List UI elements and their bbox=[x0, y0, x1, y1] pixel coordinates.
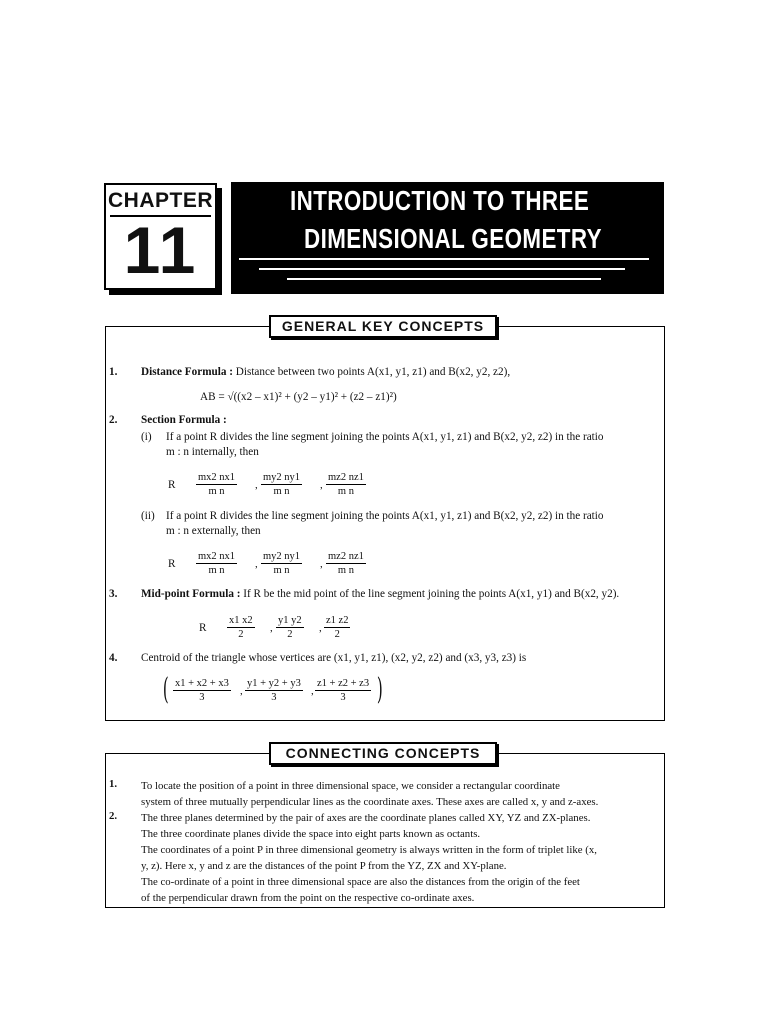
centroid-text: Centroid of the triangle whose vertices are (x1, y1, z1), (x2, y2, z2) and (x3, y3, z3) is bbox=[141, 652, 527, 664]
connecting-item-1 bbox=[141, 778, 661, 810]
internal-division-text-2: m : n internally, then bbox=[166, 446, 259, 458]
title-rule-1 bbox=[239, 258, 649, 260]
fraction: $\frac{mz2 nz1}{\text{m n}}$ bbox=[328, 472, 364, 497]
midpoint-formula-line bbox=[141, 588, 619, 600]
fraction: $\frac{z1 z2}{2}$ bbox=[326, 615, 349, 640]
comma: , bbox=[240, 685, 243, 697]
internal-division-text-1: If a point R divides the line segment joining the points A(x1, y1, z1) and B(x2, y2, z2) in the ratio bbox=[166, 431, 604, 443]
comma: , bbox=[270, 622, 273, 634]
distance-formula-line bbox=[141, 366, 510, 378]
distance-formula-text: Distance between two points A(x1, y1, z1) and B(x2, y2, z2), bbox=[235, 366, 511, 378]
right-paren: ) bbox=[376, 672, 383, 707]
formula-lhs: R bbox=[199, 622, 207, 634]
chapter-label: CHAPTER bbox=[107, 189, 213, 212]
external-division-text-2: m : n externally, then bbox=[166, 525, 261, 537]
comma: , bbox=[320, 479, 323, 491]
item-number: 2. bbox=[109, 414, 118, 426]
left-paren: ( bbox=[162, 672, 169, 707]
connecting-item-2 bbox=[141, 810, 661, 906]
fraction: $\frac{mx2 nx1}{\text{m n}}$ bbox=[198, 472, 236, 497]
fraction: $\frac{z1 + z2 + z3}{3}$ bbox=[317, 678, 370, 703]
item-number: 1. bbox=[109, 366, 118, 378]
subitem-marker: (ii) bbox=[141, 510, 155, 522]
comma: , bbox=[311, 685, 314, 697]
comma: , bbox=[319, 622, 322, 634]
paragraph-line: The three coordinate planes divide the space into eight parts known as octants. bbox=[141, 828, 481, 840]
paragraph-line: of the perpendicular drawn from the point on the respective co-ordinate axes. bbox=[141, 892, 475, 904]
comma: , bbox=[255, 479, 258, 491]
fraction: $\frac{x1 x2}{2}$ bbox=[229, 615, 253, 640]
connecting-concepts-heading: CONNECTING CONCEPTS bbox=[269, 742, 497, 765]
general-key-concepts-heading: GENERAL KEY CONCEPTS bbox=[269, 315, 497, 338]
distance-formula-expression: AB = √((x2 – x1)² + (y2 – y1)² + (z2 – z1)²) bbox=[200, 391, 397, 403]
chapter-title-line1: INTRODUCTION TO THREE bbox=[290, 185, 590, 216]
item-number: 2. bbox=[109, 810, 118, 822]
title-rule-3 bbox=[287, 278, 601, 280]
comma: , bbox=[255, 558, 258, 570]
chapter-title-banner bbox=[231, 182, 664, 294]
fraction: $\frac{mz2 nz1}{\text{m n}}$ bbox=[328, 551, 364, 576]
fraction: $\frac{y1 + y2 + y3}{3}$ bbox=[247, 678, 301, 703]
chapter-badge bbox=[104, 183, 217, 290]
paragraph-line: The three planes determined by the pair of axes are the coordinate planes called XY, YZ and ZX-planes. bbox=[141, 812, 591, 824]
formula-lhs: R bbox=[168, 479, 176, 491]
paragraph-line: To locate the position of a point in three dimensional space, we consider a rectangular coordinate bbox=[141, 780, 560, 792]
fraction: $\frac{x1 + x2 + x3}{3}$ bbox=[175, 678, 229, 703]
fraction: $\frac{mx2 nx1}{\text{m n}}$ bbox=[198, 551, 236, 576]
midpoint-formula-text: If R be the mid point of the line segment joining the points A(x1, y1) and B(x2, y2). bbox=[243, 588, 620, 600]
subitem-marker: (i) bbox=[141, 431, 152, 443]
chapter-number: 11 bbox=[123, 213, 198, 287]
midpoint-formula-label: Mid-point Formula : bbox=[141, 588, 241, 600]
distance-formula-label: Distance Formula : bbox=[141, 366, 233, 378]
item-number: 4. bbox=[109, 652, 118, 664]
fraction: $\frac{my2 ny1}{\text{m n}}$ bbox=[263, 551, 301, 576]
formula-lhs: R bbox=[168, 558, 176, 570]
paragraph-line: The co-ordinate of a point in three dimensional space are also the distances from the origin of the feet bbox=[141, 876, 580, 888]
chapter-title-line2: DIMENSIONAL GEOMETRY bbox=[304, 223, 602, 254]
paragraph-line: y, z). Here x, y and z are the distances of the point P from the YZ, ZX and XY-plane. bbox=[141, 860, 507, 872]
fraction: $\frac{my2 ny1}{\text{m n}}$ bbox=[263, 472, 301, 497]
title-rule-2 bbox=[259, 268, 625, 270]
paragraph-line: The coordinates of a point P in three dimensional geometry is always written in the form of triplet like (x, bbox=[141, 844, 597, 856]
section-formula-label: Section Formula : bbox=[141, 414, 227, 426]
comma: , bbox=[320, 558, 323, 570]
paragraph-line: system of three mutually perpendicular lines as the coordinate axes. These axes are called x, y and z-axes. bbox=[141, 796, 599, 808]
item-number: 3. bbox=[109, 588, 118, 600]
external-division-text-1: If a point R divides the line segment joining the points A(x1, y1, z1) and B(x2, y2, z2) in the ratio bbox=[166, 510, 604, 522]
item-number: 1. bbox=[109, 778, 118, 790]
fraction: $\frac{y1 y2}{2}$ bbox=[278, 615, 302, 640]
